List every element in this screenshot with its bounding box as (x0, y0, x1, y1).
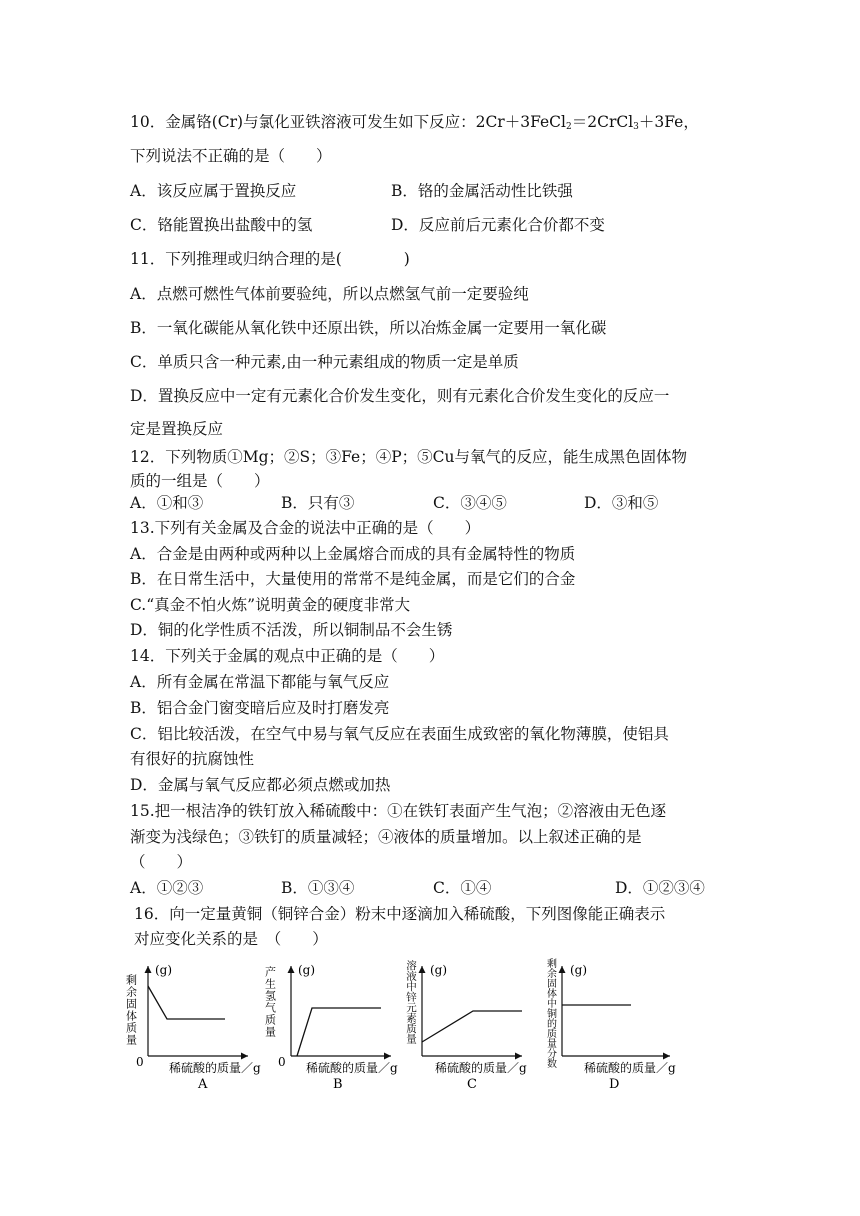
graph-d-unit: (g) (570, 963, 588, 977)
q10-option-d: D．反应前后元素化合价都不变 (391, 216, 605, 234)
q16-stem-line2: 对应变化关系的是 （ ） (134, 930, 328, 948)
graph-b-origin: 0 (278, 1055, 286, 1069)
q13-option-c: C.“真金不怕火炼”说明黄金的硬度非常大 (130, 596, 411, 614)
graph-c (405, 959, 527, 1092)
graph-d-y-label: 剩余固体中铜的质量分数 (544, 958, 556, 1068)
q14-option-d: D．金属与氧气反应都必须点燃或加热 (130, 776, 391, 794)
q10-option-c: C．铬能置换出盐酸中的氢 (130, 216, 313, 234)
q10-stem-line1: 10．金属铬(Cr)与氯化亚铁溶液可发生如下反应：2Cr＋3FeCl$_2$＝2CrCl$_3$＋3Fe， (130, 113, 699, 132)
q11-option-d-line2: 定是置换反应 (130, 420, 224, 438)
graph-b-x-label: 稀硫酸的质量／g (306, 1061, 398, 1075)
graph-c-x-label: 稀硫酸的质量／g (435, 1061, 527, 1075)
q11-option-a: A．点燃可燃性气体前要验纯，所以点燃氢气前一定要验纯 (130, 285, 529, 303)
q12-stem-line1: 12．下列物质①Mg；②S；③Fe；④P；⑤Cu与氧气的反应，能生成黑色固体物 (130, 448, 687, 466)
graph-b-unit: (g) (298, 963, 316, 977)
graph-c-y-label: 溶液中锌元素质量 (405, 960, 417, 1044)
graph-b (264, 963, 399, 1092)
q15-stem-line2: 渐变为浅绿色；③铁钉的质量减轻；④液体的质量增加。以上叙述正确的是 (130, 828, 642, 846)
q15-option-d: D．①②③④ (615, 879, 705, 897)
graph-c-curve (422, 1011, 522, 1042)
graph-a-curve (148, 986, 225, 1019)
q11-option-d-line1: D．置换反应中一定有元素化合价发生变化，则有元素化合价发生变化的反应一 (130, 387, 670, 405)
graph-b-caption: B (333, 1077, 343, 1092)
graph-d-x-label: 稀硫酸的质量／g (584, 1061, 676, 1075)
graph-a-unit: (g) (155, 963, 173, 977)
graph-a (125, 963, 261, 1092)
graph-a-origin: 0 (136, 1055, 144, 1069)
q13-option-d: D．铜的化学性质不活泼，所以铜制品不会生锈 (130, 621, 453, 639)
graph-d-caption: D (609, 1077, 620, 1092)
q16-stem-line1: 16．向一定量黄铜（铜锌合金）粉末中逐滴加入稀硫酸，下列图像能正确表示 (134, 905, 666, 923)
graph-a-x-label: 稀硫酸的质量／g (169, 1061, 261, 1075)
graph-a-y-label: 剩余固体质量 (125, 974, 138, 1046)
q11-option-c: C．单质只含一种元素,由一种元素组成的物质一定是单质 (130, 353, 519, 371)
q12-stem-line2: 质的一组是（ ） (130, 472, 270, 490)
q12-option-a: A．①和③ (130, 494, 204, 512)
q10-option-a: A．该反应属于置换反应 (130, 182, 297, 200)
q14-option-c-line2: 有很好的抗腐蚀性 (130, 750, 255, 768)
q11-stem: 11．下列推理或归纳合理的是( ) (130, 250, 410, 268)
q12-option-c: C．③④⑤ (433, 494, 507, 512)
graph-a-caption: A (198, 1077, 208, 1092)
graph-b-curve (297, 1008, 381, 1056)
q13-stem: 13.下列有关金属及合金的说法中正确的是（ ） (130, 519, 481, 537)
q14-option-c-line1: C．铝比较活泼，在空气中易与氧气反应在表面生成致密的氧化物薄膜，使铝具 (130, 725, 669, 743)
q15-stem-line1: 15.把一根洁净的铁钉放入稀硫酸中：①在铁钉表面产生气泡；②溶液由无色逐 (130, 802, 667, 820)
q14-stem: 14．下列关于金属的观点中正确的是（ ） (130, 647, 445, 665)
q15-stem-line3: （ ） (130, 853, 193, 871)
q13-option-b: B．在日常生活中，大量使用的常常不是纯金属，而是它们的合金 (130, 570, 576, 588)
q13-option-a: A．合金是由两种或两种以上金属熔合而成的具有金属特性的物质 (130, 545, 576, 563)
q10-stem-line2: 下列说法不正确的是（ ） (130, 147, 332, 165)
graph-d (545, 957, 677, 1092)
q10-option-b: B．铬的金属活动性比铁强 (391, 182, 573, 200)
q14-option-b: B．铝合金门窗变暗后应及时打磨发亮 (130, 699, 390, 717)
q12-option-d: D．③和⑤ (584, 494, 659, 512)
graph-b-y-label: 产生氢气质量 (263, 966, 277, 1038)
graph-c-caption: C (467, 1077, 477, 1092)
q11-option-b: B．一氧化碳能从氧化铁中还原出铁，所以冶炼金属一定要用一氧化碳 (130, 319, 607, 337)
q15-option-c: C．①④ (433, 879, 492, 897)
q15-option-b: B．①③④ (281, 879, 355, 897)
q15-option-a: A．①②③ (130, 879, 204, 897)
q16-graphs (125, 952, 695, 1097)
q12-option-b: B．只有③ (281, 494, 355, 512)
q14-option-a: A．所有金属在常温下都能与氧气反应 (130, 673, 390, 691)
graph-c-unit: (g) (430, 963, 448, 977)
